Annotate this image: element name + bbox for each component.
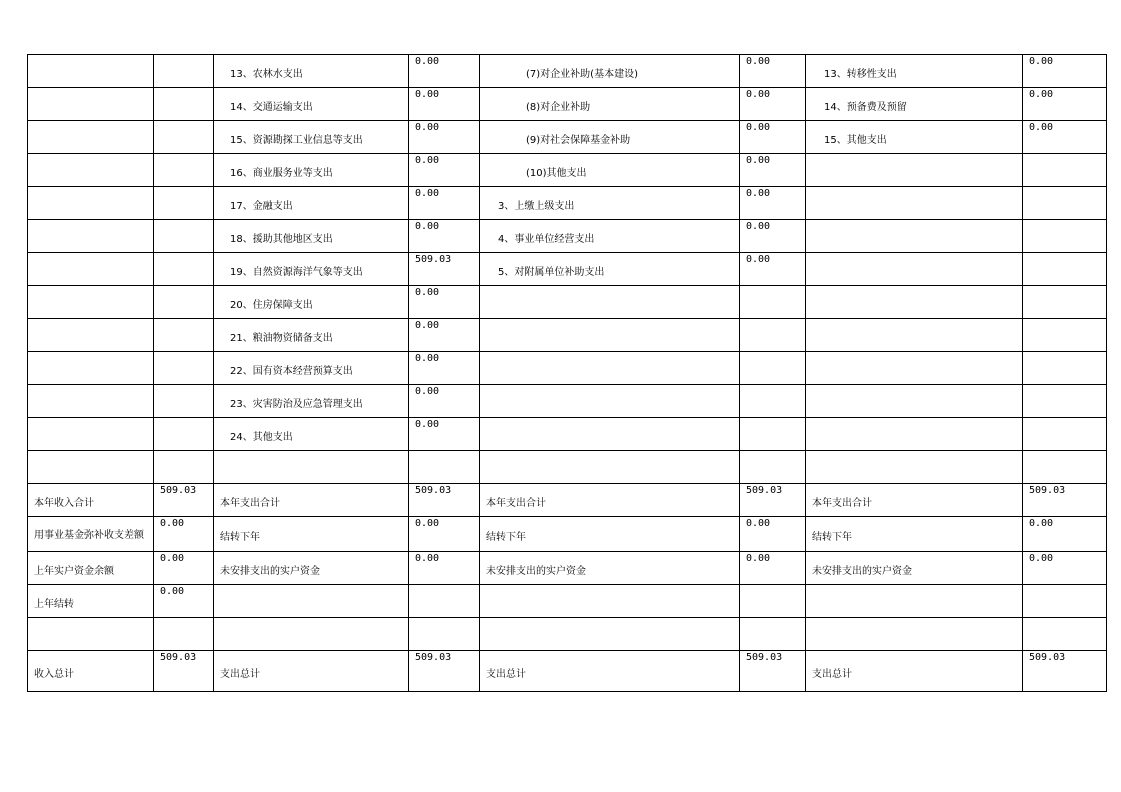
function-expense-value: 0.00: [409, 88, 480, 121]
function-expense-value: 0.00: [409, 154, 480, 187]
table-row: [28, 585, 1107, 618]
carry-label: 结转下年: [214, 517, 409, 552]
table-row: [28, 55, 1107, 88]
nature-expense-value: 0.00: [740, 121, 806, 154]
function-expense-value: 509.03: [409, 253, 480, 286]
fund-label: 用事业基金弥补收支差额: [28, 517, 154, 552]
function-expense-value: 0.00: [409, 385, 480, 418]
nature-expense-label: (10)其他支出: [480, 154, 740, 187]
nature-expense-label: (9)对社会保障基金补助: [480, 121, 740, 154]
unarranged-value: 0.00: [409, 552, 480, 585]
table-row: [28, 418, 1107, 451]
table-row: [28, 88, 1107, 121]
function-expense-label: 20、住房保障支出: [214, 286, 409, 319]
income-total-label: 本年收入合计: [28, 484, 154, 517]
expense-total-label: 本年支出合计: [214, 484, 409, 517]
income-grand-value: 509.03: [154, 651, 214, 692]
table-row: [28, 187, 1107, 220]
carry-value: 0.00: [409, 517, 480, 552]
function-expense-value: 0.00: [409, 121, 480, 154]
table-row: [28, 220, 1107, 253]
expense-grand-label: 支出总计: [480, 651, 740, 692]
function-expense-label: 22、国有资本经营预算支出: [214, 352, 409, 385]
nature-expense-label: 4、事业单位经营支出: [480, 220, 740, 253]
economic-expense-label: 13、转移性支出: [806, 55, 1023, 88]
function-expense-label: 14、交通运输支出: [214, 88, 409, 121]
function-expense-label: 13、农林水支出: [214, 55, 409, 88]
function-expense-label: 17、金融支出: [214, 187, 409, 220]
function-expense-label: 15、资源勘探工业信息等支出: [214, 121, 409, 154]
nature-expense-value: 0.00: [740, 88, 806, 121]
expense-grand-value: 509.03: [1023, 651, 1107, 692]
function-expense-value: 0.00: [409, 352, 480, 385]
table-row: [28, 352, 1107, 385]
nature-expense-value: 0.00: [740, 253, 806, 286]
nature-expense-value: 0.00: [740, 187, 806, 220]
unarranged-label: 未安排支出的实户资金: [806, 552, 1023, 585]
table-row: [28, 319, 1107, 352]
nature-expense-value: 0.00: [740, 55, 806, 88]
income-grand-label: 收入总计: [28, 651, 154, 692]
expense-grand-value: 509.03: [740, 651, 806, 692]
carry-label: 结转下年: [806, 517, 1023, 552]
function-expense-value: 0.00: [409, 220, 480, 253]
carry-value: 0.00: [740, 517, 806, 552]
function-expense-label: 24、其他支出: [214, 418, 409, 451]
table-row: [28, 385, 1107, 418]
nature-expense-label: (8)对企业补助: [480, 88, 740, 121]
prior-balance-label: 上年实户资金余额: [28, 552, 154, 585]
table-row: [28, 618, 1107, 651]
function-expense-value: 0.00: [409, 187, 480, 220]
table-row: [28, 552, 1107, 585]
table-row: [28, 517, 1107, 552]
carry-value: 0.00: [1023, 517, 1107, 552]
function-expense-value: 0.00: [409, 319, 480, 352]
budget-table: [27, 54, 1107, 692]
expense-total-label: 本年支出合计: [480, 484, 740, 517]
income-label-cell: [28, 55, 154, 88]
unarranged-label: 未安排支出的实户资金: [214, 552, 409, 585]
economic-expense-value: 0.00: [1023, 55, 1107, 88]
table-row: [28, 154, 1107, 187]
economic-expense-label: 15、其他支出: [806, 121, 1023, 154]
fund-value: 0.00: [154, 517, 214, 552]
table-row: [28, 651, 1107, 692]
function-expense-label: 18、援助其他地区支出: [214, 220, 409, 253]
expense-grand-label: 支出总计: [806, 651, 1023, 692]
function-expense-label: 19、自然资源海洋气象等支出: [214, 253, 409, 286]
function-expense-value: 0.00: [409, 55, 480, 88]
unarranged-value: 0.00: [740, 552, 806, 585]
unarranged-value: 0.00: [1023, 552, 1107, 585]
nature-expense-label: 3、上缴上级支出: [480, 187, 740, 220]
unarranged-label: 未安排支出的实户资金: [480, 552, 740, 585]
carry-label: 结转下年: [480, 517, 740, 552]
expense-total-label: 本年支出合计: [806, 484, 1023, 517]
expense-total-value: 509.03: [1023, 484, 1107, 517]
nature-expense-value: 0.00: [740, 154, 806, 187]
expense-total-value: 509.03: [409, 484, 480, 517]
expense-grand-value: 509.03: [409, 651, 480, 692]
function-expense-label: 23、灾害防治及应急管理支出: [214, 385, 409, 418]
function-expense-label: 16、商业服务业等支出: [214, 154, 409, 187]
expense-grand-label: 支出总计: [214, 651, 409, 692]
table-row: [28, 451, 1107, 484]
economic-expense-value: 0.00: [1023, 88, 1107, 121]
function-expense-value: 0.00: [409, 286, 480, 319]
table-row: [28, 253, 1107, 286]
prior-balance-value: 0.00: [154, 552, 214, 585]
economic-expense-label: 14、预备费及预留: [806, 88, 1023, 121]
expense-total-value: 509.03: [740, 484, 806, 517]
function-expense-label: 21、粮油物资储备支出: [214, 319, 409, 352]
table-row: [28, 121, 1107, 154]
function-expense-value: 0.00: [409, 418, 480, 451]
prior-carry-label: 上年结转: [28, 585, 154, 618]
table-row: [28, 484, 1107, 517]
table-row: [28, 286, 1107, 319]
economic-expense-value: 0.00: [1023, 121, 1107, 154]
nature-expense-label: (7)对企业补助(基本建设): [480, 55, 740, 88]
income-total-value: 509.03: [154, 484, 214, 517]
prior-carry-value: 0.00: [154, 585, 214, 618]
nature-expense-label: 5、对附属单位补助支出: [480, 253, 740, 286]
nature-expense-value: 0.00: [740, 220, 806, 253]
income-value-cell: [154, 55, 214, 88]
